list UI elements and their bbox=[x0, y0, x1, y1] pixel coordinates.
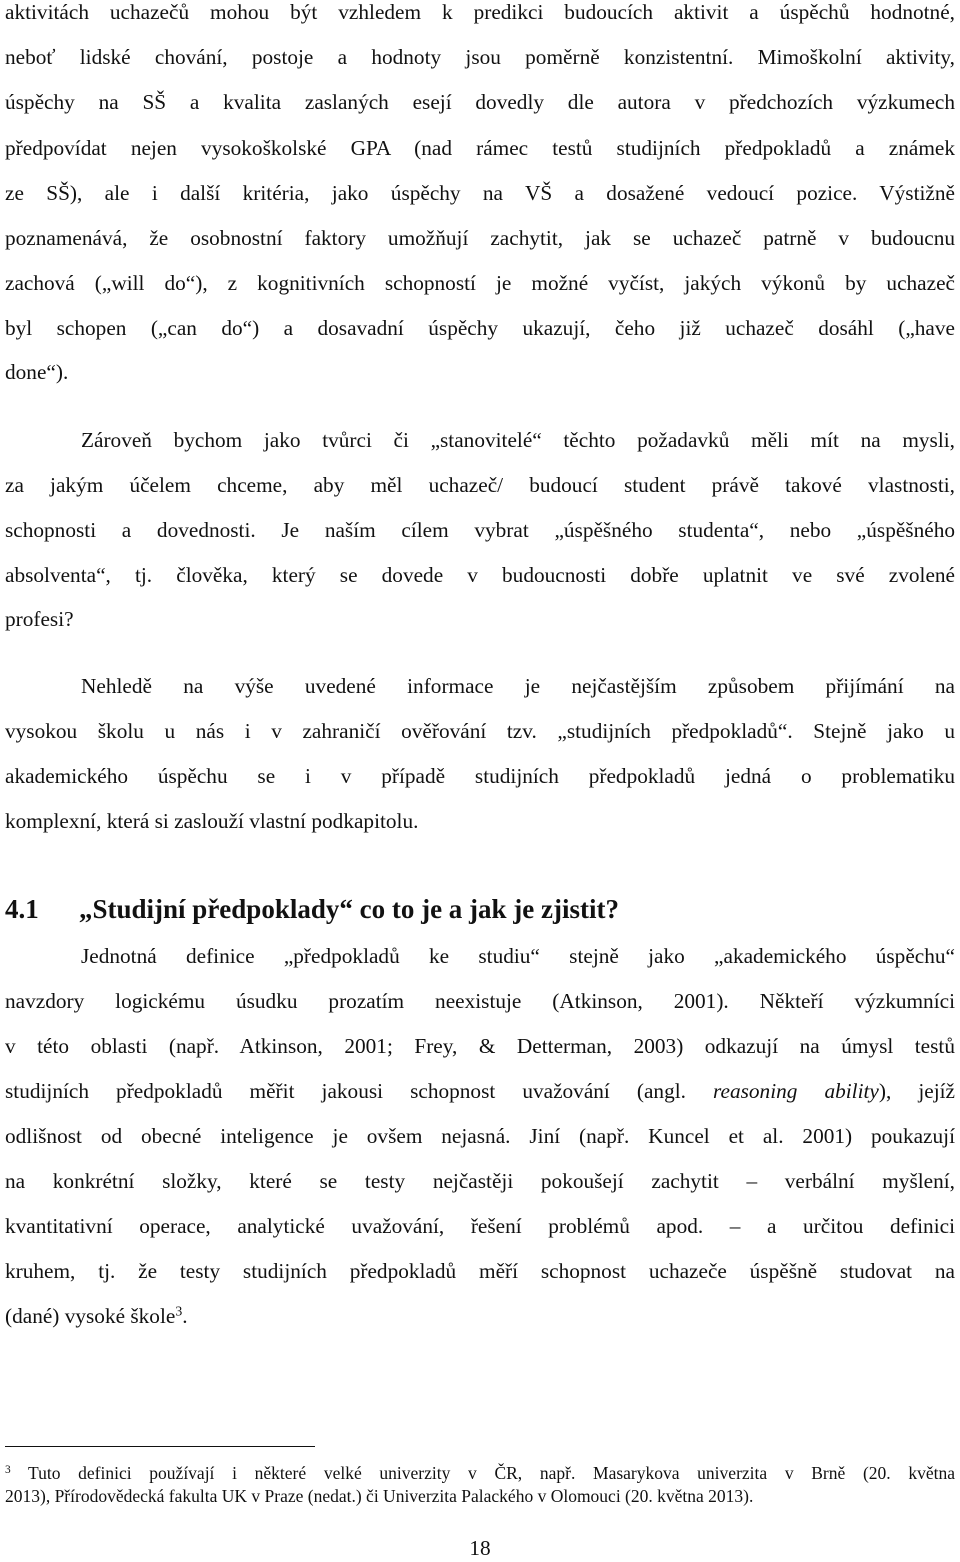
text-run: . bbox=[182, 1304, 188, 1328]
paragraph-line: kvantitativní operace, analytické uvažování, řešení problémů apod. – a určitou definici bbox=[5, 1214, 955, 1238]
paragraph-line: Jednotná definice „předpokladů ke studiu“ stejně jako „akademického úspěchu“ bbox=[81, 944, 955, 968]
paragraph-line: navzdory logickému úsudku prozatím neexistuje (Atkinson, 2001). Někteří výzkumníci bbox=[5, 989, 955, 1013]
paragraph-line: done“). bbox=[5, 360, 69, 384]
section-title: „Studijní předpoklady“ co to je a jak je zjistit? bbox=[79, 894, 619, 924]
paragraph-line: byl schopen („can do“) a dosavadní úspěchy ukazují, čeho již uchazeč dosáhl („have bbox=[5, 316, 955, 340]
footnote-line bbox=[5, 1462, 955, 1484]
paragraph-line: na konkrétní složky, které se testy nejčastěji pokoušejí zachytit – verbální myšlení, bbox=[5, 1169, 955, 1193]
paragraph-line: absolventa“, tj. člověka, který se dovede v budoucnosti dobře uplatnit ve své zvolené bbox=[5, 563, 955, 587]
paragraph-line: profesi? bbox=[5, 607, 74, 631]
footnote-separator bbox=[5, 1446, 315, 1447]
paragraph-line: v této oblasti (např. Atkinson, 2001; Frey, & Detterman, 2003) odkazují na úmysl testů bbox=[5, 1034, 955, 1058]
paragraph-line: vysokou školu u nás i v zahraničí ověřování tzv. „studijních předpokladů“. Stejně jako u bbox=[5, 719, 955, 743]
paragraph-line: poznamenává, že osobnostní faktory umožňují zachytit, jak se uchazeč patrně v budoucnu bbox=[5, 226, 955, 250]
paragraph-line: zachová („will do“), z kognitivních schopností je možné vyčíst, jakých výkonů by uchazeč bbox=[5, 271, 955, 295]
footnote-number: 3 bbox=[5, 1463, 11, 1476]
text-run: ), jejíž bbox=[878, 1079, 955, 1103]
paragraph-line: za jakým účelem chceme, aby měl uchazeč/ budoucí student právě takové vlastnosti, bbox=[5, 473, 955, 497]
paragraph-line: Nehledě na výše uvedené informace je nejčastějším způsobem přijímání na bbox=[81, 674, 955, 698]
paragraph-line: úspěchy na SŠ a kvalita zaslaných esejí dovedly dle autora v předchozích výzkumech bbox=[5, 90, 955, 114]
paragraph-line: akademického úspěchu se i v případě studijních předpokladů jedná o problematiku bbox=[5, 764, 955, 788]
footnote-text: Tuto definici používají i některé velké univerzity v ČR, např. Masarykova univerzita v Brně (20. května bbox=[10, 1463, 955, 1483]
paragraph-line: kruhem, tj. že testy studijních předpokladů měří schopnost uchazeče úspěšně studovat na bbox=[5, 1259, 955, 1283]
section-heading bbox=[5, 887, 619, 931]
paragraph-line: odlišnost od obecné inteligence je ovšem nejasná. Jiní (např. Kuncel et al. 2001) poukazují bbox=[5, 1124, 955, 1148]
paragraph-line: ze SŠ), ale i další kritéria, jako úspěchy na VŠ a dosažené vedoucí pozice. Výstižně bbox=[5, 181, 955, 205]
footnote-line: 2013), Přírodovědecká fakulta UK v Praze (nedat.) či Univerzita Palackého v Olomouci (20. května 2013). bbox=[5, 1486, 754, 1506]
page-number: 18 bbox=[469, 1536, 491, 1560]
paragraph-line: předpovídat nejen vysokoškolské GPA (nad rámec testů studijních předpokladů a známek bbox=[5, 136, 955, 160]
text-run: studijních předpokladů měřit jakousi schopnost uvažování (angl. bbox=[5, 1079, 714, 1103]
paragraph-line: aktivitách uchazečů mohou být vzhledem k predikci budoucích aktivit a úspěchů hodnotné, bbox=[5, 0, 955, 24]
footnote-reference: 3 bbox=[175, 1303, 183, 1319]
paragraph-line bbox=[5, 1294, 955, 1338]
text-run: (dané) vysoké škole bbox=[5, 1304, 176, 1328]
section-number: 4.1 bbox=[5, 894, 39, 924]
paragraph-line: schopnosti a dovednosti. Je naším cílem vybrat „úspěšného studenta“, nebo „úspěšného bbox=[5, 518, 955, 542]
paragraph-line: Zároveň bychom jako tvůrci či „stanovitelé“ těchto požadavků měli mít na mysli, bbox=[81, 428, 955, 452]
paragraph-line bbox=[5, 1069, 955, 1113]
italic-term: reasoning ability bbox=[713, 1079, 879, 1103]
paragraph-line: komplexní, která si zaslouží vlastní podkapitolu. bbox=[5, 809, 419, 833]
paragraph-line: neboť lidské chování, postoje a hodnoty jsou poměrně konzistentní. Mimoškolní aktivity, bbox=[5, 45, 955, 69]
